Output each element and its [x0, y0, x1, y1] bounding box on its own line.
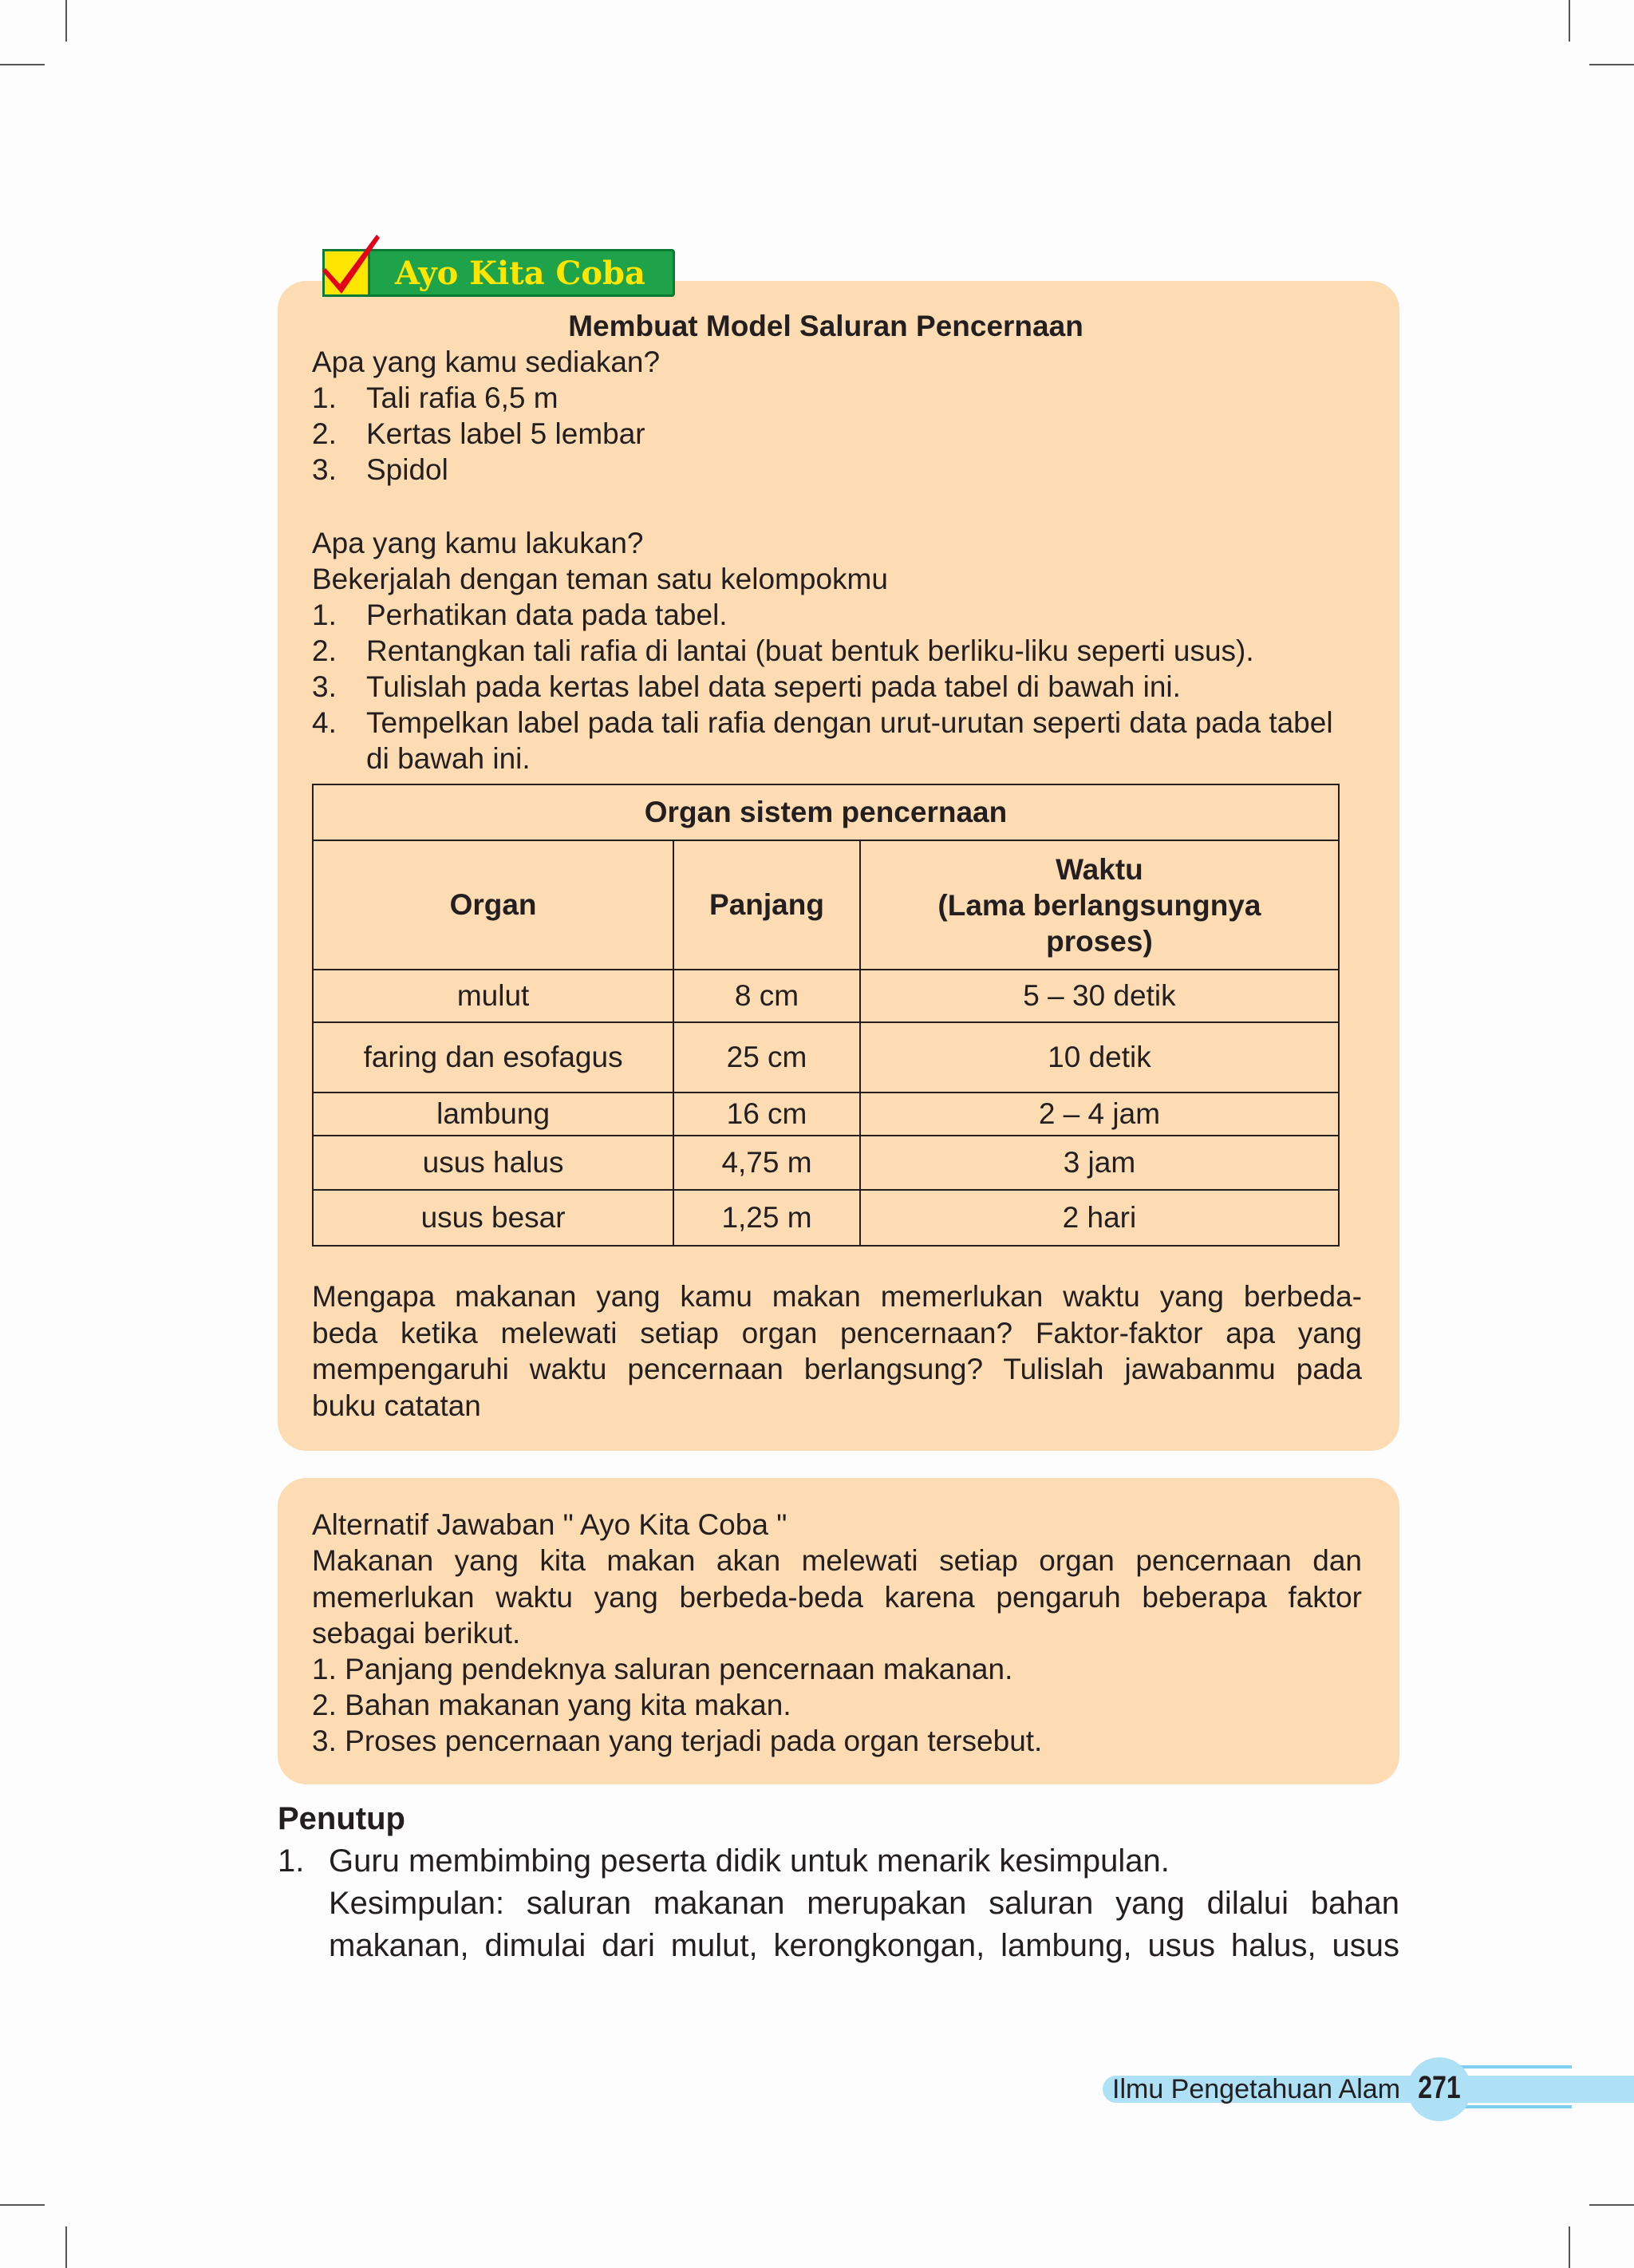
table-row — [313, 1093, 1339, 1136]
table-row — [313, 1136, 1339, 1190]
material-item: Tali rafia 6,5 m — [366, 381, 558, 414]
table-row — [313, 970, 1339, 1022]
table-caption: Organ sistem pencernaan — [313, 784, 1339, 840]
step-number: 2. — [312, 634, 337, 667]
answer-item: 2. Bahan makanan yang kita makan. — [312, 1689, 791, 1721]
cell-time: 10 detik — [860, 1022, 1339, 1093]
cell-organ: mulut — [313, 970, 673, 1022]
answer-text — [312, 1543, 1362, 1652]
cell-length: 1,25 m — [673, 1190, 860, 1246]
question-line: buku catatan — [312, 1389, 481, 1422]
step-item: Tempelkan label pada tali rafia dengan urut-urutan seperti data pada tabel — [366, 706, 1333, 739]
header-time — [860, 840, 1339, 970]
materials-question: Apa yang kamu sediakan? — [312, 346, 661, 378]
activity-heading: Membuat Model Saluran Pencernaan — [568, 310, 1083, 342]
header-length: Panjang — [673, 840, 860, 970]
material-number: 3. — [312, 453, 337, 486]
conclusion-line: Kesimpulan: saluran makanan merupakan saluran yang dilalui bahan — [329, 1886, 1399, 1921]
crop-mark — [1589, 2204, 1634, 2206]
header-time-line1: Waktu — [1056, 852, 1143, 886]
crop-mark — [65, 2227, 67, 2268]
steps-intro: Bekerjalah dengan teman satu kelompokmu — [312, 563, 888, 595]
step-number: 1. — [312, 599, 337, 631]
step-number: 3. — [312, 670, 337, 703]
crop-mark — [1569, 2227, 1570, 2268]
badge-title: Ayo Kita Coba — [395, 255, 645, 292]
closing-item-text: Guru membimbing peserta didik untuk menarik kesimpulan. — [329, 1843, 1170, 1879]
closing-heading: Penutup — [278, 1801, 405, 1836]
step-number: 4. — [312, 706, 337, 739]
answer-line: Makanan yang kita makan akan melewati setiap organ pencernaan dan — [312, 1544, 1362, 1577]
material-number: 2. — [312, 417, 337, 450]
cell-time: 3 jam — [860, 1136, 1339, 1190]
cell-time: 2 hari — [860, 1190, 1339, 1246]
table-row — [313, 1022, 1339, 1093]
cell-length: 25 cm — [673, 1022, 860, 1093]
footer-subject: Ilmu Pengetahuan Alam — [1112, 2074, 1401, 2104]
crop-mark — [0, 2204, 45, 2206]
question-line: Mengapa makanan yang kamu makan memerlukan waktu yang berbeda- — [312, 1280, 1362, 1313]
closing-item-number: 1. — [278, 1843, 305, 1879]
crop-mark — [65, 0, 67, 41]
page-number: 271 — [1418, 2070, 1461, 2105]
material-item: Kertas label 5 lembar — [366, 417, 645, 450]
cell-length: 4,75 m — [673, 1136, 860, 1190]
question-line: mempengaruhi waktu pencernaan berlangsung? Tulislah jawabanmu pada — [312, 1353, 1362, 1385]
cell-organ: usus besar — [313, 1190, 673, 1246]
cell-time: 2 – 4 jam — [860, 1093, 1339, 1136]
digestion-table — [312, 784, 1340, 1247]
header-organ: Organ — [313, 840, 673, 970]
cell-length: 8 cm — [673, 970, 860, 1022]
cell-time: 5 – 30 detik — [860, 970, 1339, 1022]
answer-item: 3. Proses pencernaan yang terjadi pada organ tersebut. — [312, 1725, 1043, 1757]
cell-length: 16 cm — [673, 1093, 860, 1136]
header-time-line2: (Lama berlangsungnya — [937, 888, 1261, 922]
step-item-continued: di bawah ini. — [366, 742, 531, 775]
material-item: Spidol — [366, 453, 448, 486]
crop-mark — [0, 64, 45, 65]
step-item: Perhatikan data pada tabel. — [366, 599, 728, 631]
table-row — [313, 1190, 1339, 1246]
header-time-line3: proses) — [1046, 924, 1153, 958]
checkmark-icon — [319, 230, 383, 295]
answer-title: Alternatif Jawaban " Ayo Kita Coba " — [312, 1508, 787, 1541]
conclusion-line: makanan, dimulai dari mulut, kerongkongan, lambung, usus halus, usus — [329, 1928, 1399, 1963]
cell-organ: usus halus — [313, 1136, 673, 1190]
question-line: beda ketika melewati setiap organ pencernaan? Faktor-faktor apa yang — [312, 1316, 1362, 1349]
answer-line: memerlukan waktu yang berbeda-beda karena pengaruh beberapa faktor — [312, 1580, 1362, 1614]
material-number: 1. — [312, 381, 337, 414]
answer-line: sebagai berikut. — [312, 1617, 521, 1650]
crop-mark — [1589, 64, 1634, 65]
activity-question — [312, 1278, 1362, 1424]
step-item: Tulislah pada kertas label data seperti pada tabel di bawah ini. — [366, 670, 1181, 703]
conclusion-text — [329, 1883, 1399, 1967]
cell-organ: faring dan esofagus — [313, 1022, 673, 1093]
answer-item: 1. Panjang pendeknya saluran pencernaan makanan. — [312, 1653, 1013, 1685]
crop-mark — [1569, 0, 1570, 41]
step-item: Rentangkan tali rafia di lantai (buat bentuk berliku-liku seperti usus). — [366, 634, 1254, 667]
cell-organ: lambung — [313, 1093, 673, 1136]
steps-question: Apa yang kamu lakukan? — [312, 527, 644, 559]
